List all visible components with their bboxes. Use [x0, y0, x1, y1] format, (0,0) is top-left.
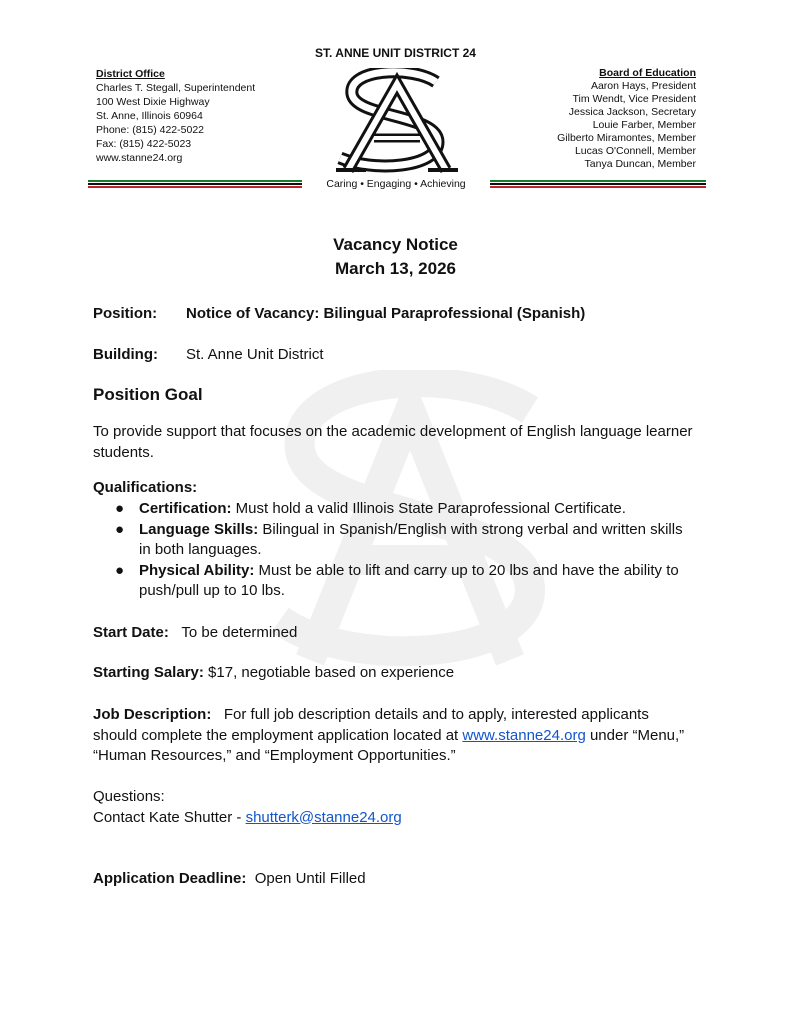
qualifications-heading: Qualifications:: [93, 479, 198, 496]
board-of-education-block: [557, 67, 696, 171]
district-tagline: Caring • Engaging • Achieving: [326, 178, 466, 190]
board-member: Aaron Hays, President: [590, 80, 696, 92]
board-member: Tim Wendt, Vice President: [572, 93, 696, 105]
office-line: Fax: (815) 422-5023: [96, 138, 192, 150]
building-value: St. Anne Unit District: [186, 346, 324, 363]
start-date-value: To be determined: [181, 624, 298, 641]
salary-value: $17, negotiable based on experience: [208, 664, 455, 681]
notice-date: March 13, 2026: [335, 259, 456, 278]
page-title: Vacancy Notice: [333, 235, 458, 254]
office-line: 100 West Dixie Highway: [96, 96, 210, 108]
deadline-value: Open Until Filled: [254, 870, 366, 887]
position-goal-text: To provide support that focuses on the academic development of English language learner students.: [93, 423, 693, 461]
starting-salary: [93, 663, 693, 684]
board-heading: Board of Education: [599, 67, 696, 79]
header-rule-left: [88, 180, 302, 189]
list-item: ● Language Skills: Bilingual in Spanish/English with strong verbal and written skills in both languages.: [115, 520, 683, 558]
office-line: St. Anne, Illinois 60964: [96, 110, 203, 122]
start-date: [93, 623, 693, 644]
contact-email-link[interactable]: shutterk@stanne24.org: [245, 808, 402, 826]
position-value: Notice of Vacancy: Bilingual Paraprofessional (Spanish): [186, 305, 586, 322]
contact-text: Contact Kate Shutter -: [93, 808, 246, 826]
header-rule-right: [490, 180, 706, 189]
board-member: Tanya Duncan, Member: [584, 158, 696, 170]
office-line: Phone: (815) 422-5022: [96, 124, 204, 136]
position-goal-heading: Position Goal: [93, 385, 203, 404]
questions-block: [93, 787, 693, 828]
office-line: www.stanne24.org: [96, 152, 183, 164]
building-label: Building:: [93, 346, 158, 363]
start-date-label: Start Date:: [93, 624, 169, 641]
bullet-icon: ●: [115, 561, 125, 579]
job-description-label: Job Description:: [93, 706, 212, 723]
questions-label: Questions:: [93, 788, 165, 805]
qualifications-list: [93, 499, 693, 602]
deadline-label: Application Deadline:: [93, 870, 247, 887]
position-label: Position:: [93, 305, 158, 322]
list-item: ● Certification: Must hold a valid Illinois State Paraprofessional Certificate.: [93, 499, 693, 520]
office-line: Charles T. Stegall, Superintendent: [96, 82, 256, 94]
board-member: Louie Farber, Member: [592, 119, 696, 131]
board-member: Jessica Jackson, Secretary: [568, 106, 696, 118]
application-deadline: [93, 869, 693, 890]
district-name: ST. ANNE UNIT DISTRICT 24: [315, 46, 476, 60]
list-item: ● Physical Ability: Must be able to lift and carry up to 20 lbs and have the ability to push/pull up to 10 lbs.: [115, 561, 679, 599]
district-office-heading: District Office: [96, 68, 165, 80]
website-link[interactable]: www.stanne24.org: [462, 726, 586, 744]
bullet-icon: ●: [115, 520, 125, 538]
salary-label: Starting Salary:: [93, 664, 204, 681]
job-description: Job Description: For full job description details and to apply, interested applicants should complete the employment application located at www.stanne24.org under “Menu,” “Human Resources,” and “Employment Opportunities.”: [93, 706, 685, 764]
bullet-icon: ●: [115, 500, 125, 517]
district-office-block: [96, 67, 255, 165]
board-member: Lucas O'Connell, Member: [574, 145, 696, 157]
district-logo-icon: [318, 68, 476, 174]
board-member: Gilberto Miramontes, Member: [557, 132, 696, 144]
